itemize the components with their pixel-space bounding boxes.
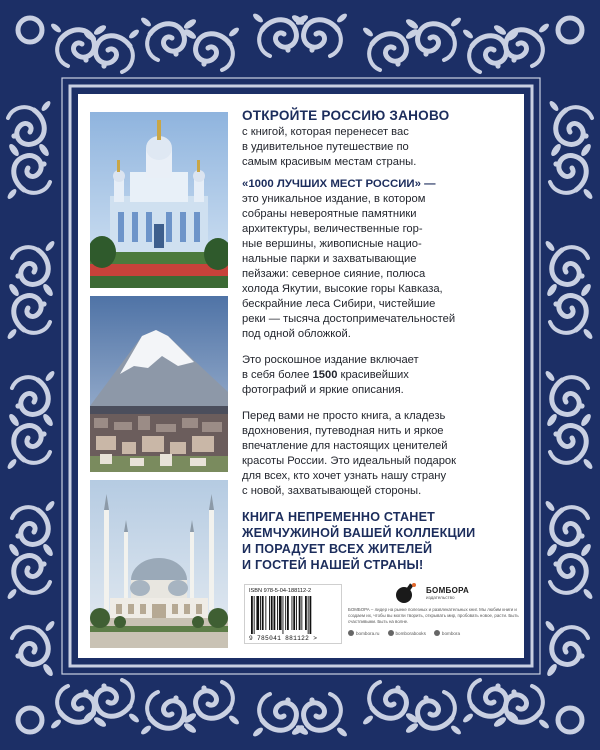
barcode-bar [277, 596, 278, 630]
barcode-bar [274, 596, 276, 630]
barcode-bar [271, 596, 273, 630]
description-text [242, 108, 518, 573]
barcode-bar [283, 596, 284, 634]
bombora-logo-icon [392, 582, 426, 604]
social-label: bomborabooks [395, 631, 426, 636]
social-vk[interactable] [388, 630, 426, 636]
barcode-bar [305, 596, 307, 630]
barcode-bar [285, 596, 286, 630]
barcode-bar [254, 596, 255, 634]
text-line: холода Якутии, высокие горы Кавказа, [242, 283, 443, 295]
barcode-block [244, 584, 342, 644]
text-line: нальные парки и захватывающие [242, 253, 417, 265]
text-line: с книгой, которая перенесет вас [242, 126, 409, 138]
content-panel [78, 94, 524, 658]
photo-mosque [90, 480, 228, 648]
publisher-subtitle: издательство [426, 595, 455, 600]
publisher-block [348, 582, 520, 648]
web-icon [348, 630, 354, 636]
paragraph-3 [242, 409, 518, 499]
paragraph-2 [242, 353, 518, 398]
text-line: КНИГА НЕПРЕМЕННО СТАНЕТ [242, 510, 436, 524]
photo-count: 1500 [312, 369, 338, 381]
text-line: самым красивым местам страны. [242, 156, 417, 168]
text-line: собраны невероятные памятники [242, 208, 417, 220]
main-heading: ОТКРОЙТЕ РОССИЮ ЗАНОВО [242, 108, 450, 123]
text-line: Перед вами не просто книга, а кладезь [242, 410, 446, 422]
photo-cathedral [90, 112, 228, 288]
text-line: архитектуры, величественные гор- [242, 223, 423, 235]
social-telegram[interactable] [434, 630, 460, 636]
barcode-bar [251, 596, 253, 634]
text-span: красивейших [337, 369, 409, 381]
text-line: Это роскошное издание включает [242, 354, 419, 366]
barcode-bar [296, 596, 297, 630]
barcode-bar [279, 596, 282, 630]
text-line [242, 368, 518, 383]
text-line: вдохновения, путеводная нить и яркое [242, 425, 444, 437]
barcode-bar [301, 596, 302, 630]
publisher-name: БОМБОРА [426, 586, 470, 595]
telegram-icon [434, 630, 440, 636]
text-line: с новой, захватывающей стороны. [242, 485, 422, 497]
publisher-description: БОМБОРА – лидер на рынке полезных и развлекательных книг. Мы любим книги и создаем их, чтобы вы могли творить, открывать мир, пробовать новое, расти. Быть счастливыми. Быть на волне. [348, 607, 519, 624]
text-line: фотографий и яркие описания. [242, 384, 404, 396]
text-line: пейзажи: северное сияние, полюса [242, 268, 426, 280]
barcode-bar [287, 596, 289, 630]
social-label: bombora.ru [356, 631, 380, 636]
text-line: И ГОСТЕЙ НАШЕЙ СТРАНЫ! [242, 558, 424, 572]
closing-statement [242, 509, 518, 573]
social-website[interactable] [348, 630, 380, 636]
photo-volcano [90, 296, 228, 472]
barcode-bar [269, 596, 270, 630]
text-line: в удивительное путешествие по [242, 141, 409, 153]
text-span: в себя более [242, 369, 313, 381]
text-line: ЖЕМЧУЖИНОЙ ВАШЕЙ КОЛЛЕКЦИИ [242, 526, 476, 540]
isbn-number: ISBN 978-5-04-188112-2 [249, 588, 312, 594]
barcode-bar [292, 596, 293, 630]
paragraph-1 [242, 192, 518, 342]
text-line: красоты России. Это идеальный подарок [242, 455, 457, 467]
text-line: ные вершины, живописные нацио- [242, 238, 422, 250]
text-line: реки — тысяча достопримечательностей [242, 313, 456, 325]
text-line: впечатление для настоящих ценителей [242, 440, 448, 452]
barcode-bar [293, 596, 295, 630]
publisher-social [348, 630, 520, 636]
text-line: И ПОРАДУЕТ ВСЕХ ЖИТЕЛЕЙ [242, 542, 433, 556]
barcode-bar [308, 596, 309, 634]
barcode-bar [262, 596, 264, 630]
book-title-line: «1000 ЛУЧШИХ МЕСТ РОССИИ» — [242, 178, 436, 190]
text-line: бескрайние леса Сибири, чистейшие [242, 298, 436, 310]
intro-paragraph [242, 125, 518, 170]
barcode-bar [310, 596, 312, 634]
vk-icon [388, 630, 394, 636]
barcode-digits: 9 785041 881122 > [249, 635, 318, 642]
barcode-bar [299, 596, 301, 630]
barcode-bar [260, 596, 261, 630]
text-line: под одной обложкой. [242, 328, 351, 340]
social-label: bombora [441, 631, 461, 636]
barcode-bar [256, 596, 259, 630]
text-line: это уникальное издание, в котором [242, 193, 426, 205]
barcode-bar [265, 596, 266, 630]
barcode [249, 596, 337, 634]
text-line: для всех, кто хочет узнать нашу страну [242, 470, 447, 482]
